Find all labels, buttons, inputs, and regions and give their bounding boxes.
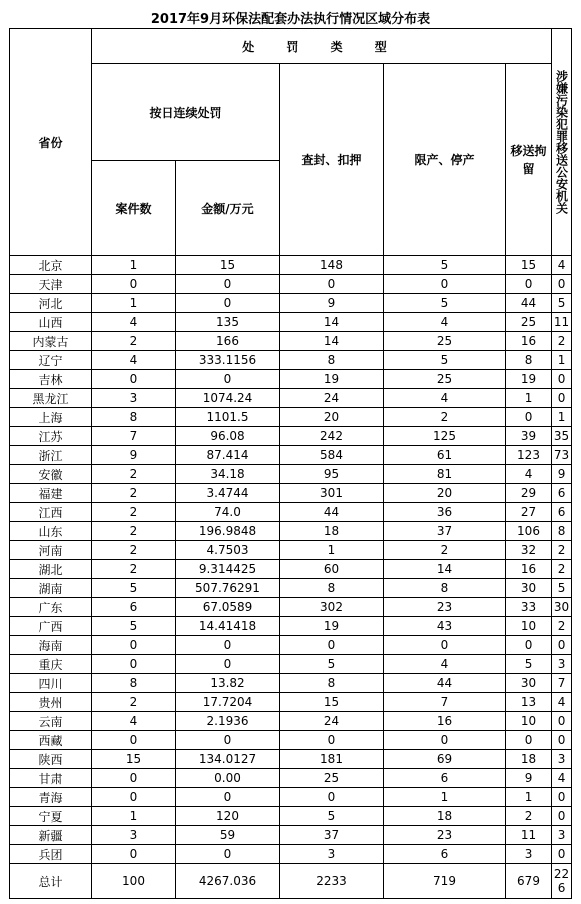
- cell-seal-seize: 8: [280, 351, 384, 370]
- cell-crime-transfer: 1: [552, 351, 572, 370]
- cell-amount: 333.1156: [176, 351, 280, 370]
- cell-limit-stop: 23: [384, 826, 506, 845]
- cell-seal-seize: 3: [280, 845, 384, 864]
- header-crime-transfer: [552, 29, 572, 256]
- cell-amount: 2.1936: [176, 712, 280, 731]
- cell-crime-transfer: 3: [552, 655, 572, 674]
- cell-province: 辽宁: [10, 351, 92, 370]
- header-penalty-type: 处 罚 类 型: [92, 29, 552, 64]
- cell-province: 安徽: [10, 465, 92, 484]
- cell-limit-stop: 81: [384, 465, 506, 484]
- table-row: [10, 256, 572, 275]
- table-row: [10, 351, 572, 370]
- cell-total-label: 总计: [10, 864, 92, 899]
- header-province-label: 省份: [38, 135, 63, 150]
- cell-seal-seize: 37: [280, 826, 384, 845]
- table-row: [10, 674, 572, 693]
- cell-case-count: 0: [92, 769, 176, 788]
- cell-seal-seize: 14: [280, 332, 384, 351]
- cell-detention: 11: [506, 826, 552, 845]
- cell-detention: 0: [506, 275, 552, 294]
- cell-limit-stop: 16: [384, 712, 506, 731]
- cell-limit-stop: 4: [384, 389, 506, 408]
- table-row: [10, 389, 572, 408]
- cell-detention: 2: [506, 807, 552, 826]
- table-row: [10, 598, 572, 617]
- cell-limit-stop: 23: [384, 598, 506, 617]
- cell-seal-seize: 14: [280, 313, 384, 332]
- cell-province: 湖北: [10, 560, 92, 579]
- cell-province: 浙江: [10, 446, 92, 465]
- cell-seal-seize: 0: [280, 788, 384, 807]
- cell-detention: 0: [506, 636, 552, 655]
- cell-amount: 0: [176, 731, 280, 750]
- cell-detention: 16: [506, 560, 552, 579]
- cell-crime-transfer: 8: [552, 522, 572, 541]
- cell-amount: 13.82: [176, 674, 280, 693]
- cell-case-count: 7: [92, 427, 176, 446]
- cell-crime-transfer: 30: [552, 598, 572, 617]
- cell-province: 贵州: [10, 693, 92, 712]
- cell-detention: 33: [506, 598, 552, 617]
- table-row: [10, 807, 572, 826]
- cell-amount: 1101.5: [176, 408, 280, 427]
- cell-crime-transfer: 35: [552, 427, 572, 446]
- cell-province: 河北: [10, 294, 92, 313]
- cell-detention: 29: [506, 484, 552, 503]
- table-row: [10, 655, 572, 674]
- cell-province: 山西: [10, 313, 92, 332]
- cell-case-count: 3: [92, 389, 176, 408]
- cell-seal-seize: 24: [280, 389, 384, 408]
- cell-detention: 13: [506, 693, 552, 712]
- cell-case-count: 2: [92, 522, 176, 541]
- table-row: [10, 826, 572, 845]
- table-row: [10, 750, 572, 769]
- cell-amount: 120: [176, 807, 280, 826]
- cell-detention: 18: [506, 750, 552, 769]
- cell-total-limit: 719: [384, 864, 506, 899]
- cell-limit-stop: 2: [384, 408, 506, 427]
- cell-case-count: 6: [92, 598, 176, 617]
- cell-seal-seize: 8: [280, 579, 384, 598]
- table-row: [10, 427, 572, 446]
- cell-limit-stop: 5: [384, 256, 506, 275]
- cell-case-count: 8: [92, 674, 176, 693]
- cell-amount: 87.414: [176, 446, 280, 465]
- table-row: [10, 446, 572, 465]
- table-row: [10, 332, 572, 351]
- cell-limit-stop: 61: [384, 446, 506, 465]
- cell-crime-transfer: 5: [552, 294, 572, 313]
- table-row: [10, 617, 572, 636]
- cell-seal-seize: 181: [280, 750, 384, 769]
- cell-limit-stop: 5: [384, 294, 506, 313]
- cell-total-amount: 4267.036: [176, 864, 280, 899]
- cell-amount: 14.41418: [176, 617, 280, 636]
- table-row: [10, 731, 572, 750]
- cell-province: 上海: [10, 408, 92, 427]
- cell-seal-seize: 24: [280, 712, 384, 731]
- table-row: [10, 636, 572, 655]
- cell-amount: 135: [176, 313, 280, 332]
- cell-limit-stop: 0: [384, 636, 506, 655]
- cell-seal-seize: 19: [280, 370, 384, 389]
- cell-detention: 32: [506, 541, 552, 560]
- cell-province: 陕西: [10, 750, 92, 769]
- cell-limit-stop: 8: [384, 579, 506, 598]
- cell-detention: 4: [506, 465, 552, 484]
- cell-limit-stop: 69: [384, 750, 506, 769]
- cell-limit-stop: 18: [384, 807, 506, 826]
- total-crime-line2: 6: [557, 881, 566, 895]
- cell-amount: 507.76291: [176, 579, 280, 598]
- cell-detention: 39: [506, 427, 552, 446]
- cell-province: 西藏: [10, 731, 92, 750]
- cell-province: 福建: [10, 484, 92, 503]
- cell-seal-seize: 95: [280, 465, 384, 484]
- cell-limit-stop: 44: [384, 674, 506, 693]
- cell-crime-transfer: 0: [552, 389, 572, 408]
- cell-province: 山东: [10, 522, 92, 541]
- cell-crime-transfer: 0: [552, 845, 572, 864]
- cell-detention: 1: [506, 389, 552, 408]
- cell-case-count: 2: [92, 484, 176, 503]
- table-row: [10, 541, 572, 560]
- cell-limit-stop: 0: [384, 731, 506, 750]
- cell-amount: 0: [176, 294, 280, 313]
- cell-crime-transfer: 2: [552, 560, 572, 579]
- cell-amount: 0: [176, 788, 280, 807]
- cell-province: 海南: [10, 636, 92, 655]
- cell-crime-transfer: 7: [552, 674, 572, 693]
- header-case-count: 案件数: [92, 161, 176, 256]
- table-row: [10, 579, 572, 598]
- cell-seal-seize: 0: [280, 636, 384, 655]
- cell-limit-stop: 6: [384, 769, 506, 788]
- cell-amount: 134.0127: [176, 750, 280, 769]
- header-detention: [506, 64, 552, 256]
- cell-case-count: 0: [92, 655, 176, 674]
- cell-detention: 16: [506, 332, 552, 351]
- cell-detention: 44: [506, 294, 552, 313]
- cell-seal-seize: 584: [280, 446, 384, 465]
- table-row: [10, 769, 572, 788]
- cell-case-count: 4: [92, 712, 176, 731]
- cell-crime-transfer: 0: [552, 636, 572, 655]
- cell-province: 云南: [10, 712, 92, 731]
- cell-detention: 9: [506, 769, 552, 788]
- cell-amount: 3.4744: [176, 484, 280, 503]
- header-daily-penalty: 按日连续处罚: [92, 64, 280, 161]
- cell-case-count: 0: [92, 636, 176, 655]
- cell-seal-seize: 302: [280, 598, 384, 617]
- cell-detention: 3: [506, 845, 552, 864]
- cell-detention: 27: [506, 503, 552, 522]
- cell-province: 宁夏: [10, 807, 92, 826]
- table-row: [10, 712, 572, 731]
- cell-case-count: 3: [92, 826, 176, 845]
- cell-amount: 0: [176, 370, 280, 389]
- cell-crime-transfer: 6: [552, 484, 572, 503]
- cell-limit-stop: 20: [384, 484, 506, 503]
- cell-case-count: 5: [92, 579, 176, 598]
- cell-province: 重庆: [10, 655, 92, 674]
- header-detention-label: [511, 142, 547, 178]
- cell-amount: 0: [176, 845, 280, 864]
- cell-case-count: 5: [92, 617, 176, 636]
- table-row: [10, 408, 572, 427]
- cell-seal-seize: 18: [280, 522, 384, 541]
- cell-province: 河南: [10, 541, 92, 560]
- table-row: [10, 275, 572, 294]
- cell-case-count: 0: [92, 788, 176, 807]
- cell-detention: 10: [506, 712, 552, 731]
- cell-case-count: 1: [92, 256, 176, 275]
- cell-amount: 0: [176, 275, 280, 294]
- cell-detention: 5: [506, 655, 552, 674]
- cell-crime-transfer: 2: [552, 617, 572, 636]
- table-title: 2017年9月环保法配套办法执行情况区域分布表: [150, 12, 431, 27]
- table-row: [10, 845, 572, 864]
- cell-province: 黑龙江: [10, 389, 92, 408]
- header-province: [10, 29, 92, 256]
- cell-amount: 196.9848: [176, 522, 280, 541]
- cell-crime-transfer: 6: [552, 503, 572, 522]
- table-row: [10, 370, 572, 389]
- cell-case-count: 2: [92, 693, 176, 712]
- table-row: [10, 788, 572, 807]
- cell-province: 湖南: [10, 579, 92, 598]
- cell-crime-transfer: 0: [552, 712, 572, 731]
- cell-case-count: 2: [92, 332, 176, 351]
- cell-amount: 1074.24: [176, 389, 280, 408]
- cell-crime-transfer: 3: [552, 826, 572, 845]
- cell-province: 广东: [10, 598, 92, 617]
- cell-case-count: 8: [92, 408, 176, 427]
- cell-seal-seize: 148: [280, 256, 384, 275]
- cell-province: 四川: [10, 674, 92, 693]
- cell-amount: 74.0: [176, 503, 280, 522]
- cell-case-count: 0: [92, 370, 176, 389]
- cell-limit-stop: 7: [384, 693, 506, 712]
- cell-amount: 67.0589: [176, 598, 280, 617]
- cell-crime-transfer: 0: [552, 275, 572, 294]
- cell-amount: 0: [176, 655, 280, 674]
- cell-amount: 0: [176, 636, 280, 655]
- header-limit-stop: 限产、停产: [384, 64, 506, 256]
- cell-limit-stop: 5: [384, 351, 506, 370]
- cell-crime-transfer: 0: [552, 807, 572, 826]
- cell-case-count: 0: [92, 275, 176, 294]
- header-amount: 金额/万元: [176, 161, 280, 256]
- cell-amount: 0.00: [176, 769, 280, 788]
- cell-seal-seize: 5: [280, 655, 384, 674]
- table-row: [10, 522, 572, 541]
- header-crime-transfer-label: 涉嫌污染犯罪移送公安机关: [554, 70, 569, 214]
- cell-total-detain: 679: [506, 864, 552, 899]
- cell-detention: 25: [506, 313, 552, 332]
- cell-limit-stop: 1: [384, 788, 506, 807]
- cell-seal-seize: 0: [280, 275, 384, 294]
- cell-crime-transfer: 2: [552, 332, 572, 351]
- cell-crime-transfer: 3: [552, 750, 572, 769]
- cell-province: 江西: [10, 503, 92, 522]
- cell-province: 吉林: [10, 370, 92, 389]
- cell-seal-seize: 8: [280, 674, 384, 693]
- cell-amount: 9.314425: [176, 560, 280, 579]
- cell-amount: 96.08: [176, 427, 280, 446]
- cell-detention: 123: [506, 446, 552, 465]
- cell-amount: 34.18: [176, 465, 280, 484]
- cell-amount: 15: [176, 256, 280, 275]
- cell-total-cases: 100: [92, 864, 176, 899]
- cell-limit-stop: 14: [384, 560, 506, 579]
- cell-amount: 4.7503: [176, 541, 280, 560]
- cell-seal-seize: 44: [280, 503, 384, 522]
- cell-detention: 19: [506, 370, 552, 389]
- cell-seal-seize: 19: [280, 617, 384, 636]
- cell-province: 甘肃: [10, 769, 92, 788]
- cell-province: 江苏: [10, 427, 92, 446]
- cell-detention: 15: [506, 256, 552, 275]
- cell-case-count: 0: [92, 731, 176, 750]
- cell-seal-seize: 301: [280, 484, 384, 503]
- cell-case-count: 4: [92, 351, 176, 370]
- cell-province: 兵团: [10, 845, 92, 864]
- table-row: [10, 294, 572, 313]
- cell-crime-transfer: 5: [552, 579, 572, 598]
- region-distribution-table: [9, 28, 572, 899]
- cell-crime-transfer: 4: [552, 769, 572, 788]
- cell-case-count: 2: [92, 541, 176, 560]
- cell-limit-stop: 37: [384, 522, 506, 541]
- table-row: [10, 465, 572, 484]
- cell-crime-transfer: 11: [552, 313, 572, 332]
- cell-limit-stop: 36: [384, 503, 506, 522]
- cell-seal-seize: 242: [280, 427, 384, 446]
- cell-case-count: 1: [92, 807, 176, 826]
- cell-crime-transfer: 2: [552, 541, 572, 560]
- cell-seal-seize: 5: [280, 807, 384, 826]
- cell-limit-stop: 6: [384, 845, 506, 864]
- cell-total-crime: [552, 864, 572, 899]
- cell-crime-transfer: 73: [552, 446, 572, 465]
- cell-province: 青海: [10, 788, 92, 807]
- table-row: [10, 484, 572, 503]
- table-row: [10, 693, 572, 712]
- cell-seal-seize: 0: [280, 731, 384, 750]
- cell-detention: 106: [506, 522, 552, 541]
- cell-limit-stop: 125: [384, 427, 506, 446]
- cell-limit-stop: 4: [384, 313, 506, 332]
- cell-limit-stop: 25: [384, 370, 506, 389]
- cell-province: 广西: [10, 617, 92, 636]
- cell-case-count: 2: [92, 560, 176, 579]
- cell-amount: 17.7204: [176, 693, 280, 712]
- cell-crime-transfer: 9: [552, 465, 572, 484]
- cell-case-count: 2: [92, 503, 176, 522]
- cell-seal-seize: 1: [280, 541, 384, 560]
- cell-detention: 8: [506, 351, 552, 370]
- cell-seal-seize: 25: [280, 769, 384, 788]
- cell-province: 新疆: [10, 826, 92, 845]
- total-row: [10, 864, 572, 899]
- header-detention-line2: 留: [522, 161, 535, 176]
- cell-province: 内蒙古: [10, 332, 92, 351]
- cell-amount: 59: [176, 826, 280, 845]
- cell-limit-stop: 25: [384, 332, 506, 351]
- cell-detention: 10: [506, 617, 552, 636]
- cell-crime-transfer: 0: [552, 370, 572, 389]
- cell-case-count: 4: [92, 313, 176, 332]
- table-row: [10, 313, 572, 332]
- cell-seal-seize: 20: [280, 408, 384, 427]
- cell-seal-seize: 60: [280, 560, 384, 579]
- cell-detention: 1: [506, 788, 552, 807]
- cell-limit-stop: 4: [384, 655, 506, 674]
- cell-crime-transfer: 0: [552, 731, 572, 750]
- cell-province: 北京: [10, 256, 92, 275]
- total-crime-line1: 22: [553, 867, 570, 881]
- table-row: [10, 503, 572, 522]
- cell-limit-stop: 0: [384, 275, 506, 294]
- cell-case-count: 0: [92, 845, 176, 864]
- header-seal-seize: 查封、扣押: [280, 64, 384, 256]
- cell-crime-transfer: 1: [552, 408, 572, 427]
- cell-seal-seize: 9: [280, 294, 384, 313]
- cell-amount: 166: [176, 332, 280, 351]
- cell-total-seal: 2233: [280, 864, 384, 899]
- cell-province: 天津: [10, 275, 92, 294]
- cell-detention: 0: [506, 731, 552, 750]
- cell-limit-stop: 43: [384, 617, 506, 636]
- cell-detention: 0: [506, 408, 552, 427]
- cell-case-count: 1: [92, 294, 176, 313]
- header-detention-line1: 移送拘: [510, 143, 547, 158]
- cell-detention: 30: [506, 579, 552, 598]
- cell-crime-transfer: 0: [552, 788, 572, 807]
- cell-detention: 30: [506, 674, 552, 693]
- cell-crime-transfer: 4: [552, 693, 572, 712]
- cell-crime-transfer: 4: [552, 256, 572, 275]
- cell-seal-seize: 15: [280, 693, 384, 712]
- cell-limit-stop: 2: [384, 541, 506, 560]
- cell-case-count: 2: [92, 465, 176, 484]
- cell-case-count: 15: [92, 750, 176, 769]
- cell-case-count: 9: [92, 446, 176, 465]
- table-row: [10, 560, 572, 579]
